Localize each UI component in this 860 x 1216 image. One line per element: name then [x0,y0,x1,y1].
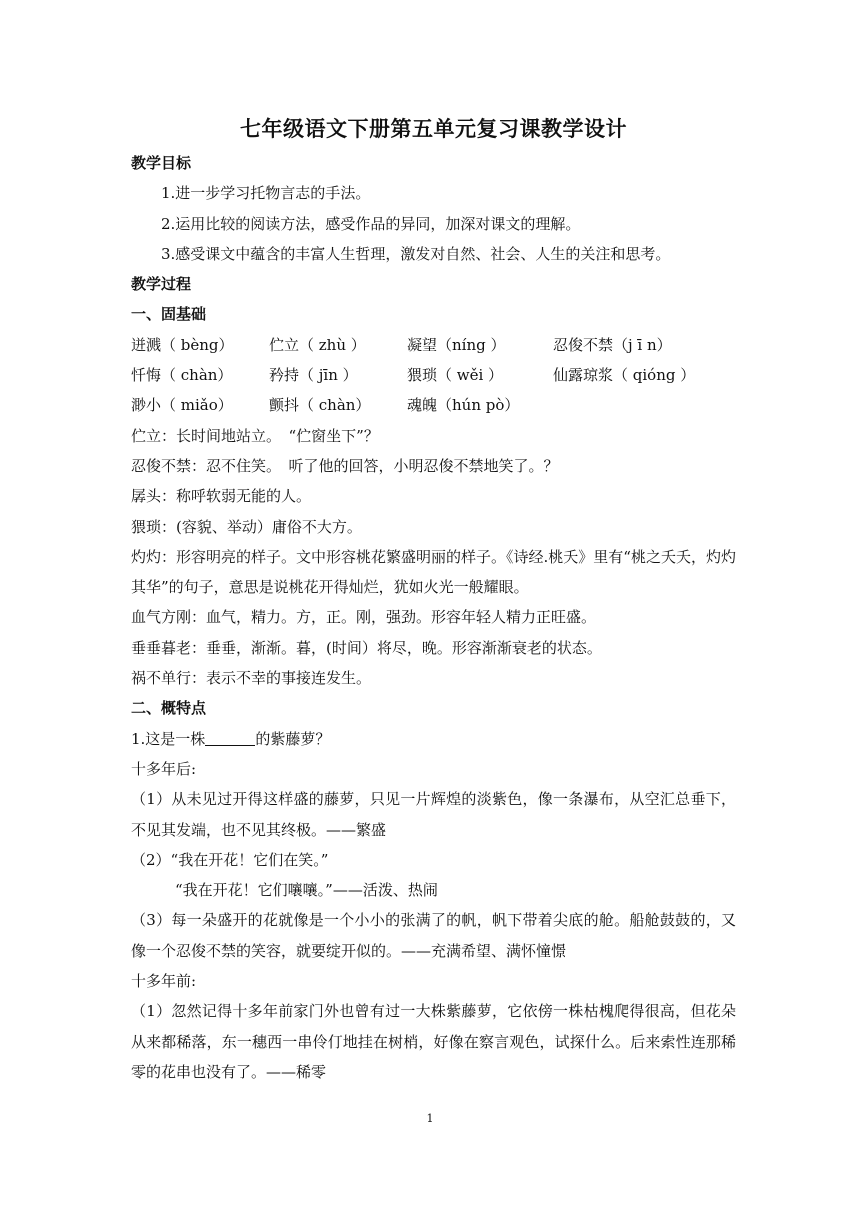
pinyin-item: 迸溅（ bèng） [131,335,234,354]
pinyin-row-1 [131,330,736,360]
definition-huobudanxing: 祸不单行：表示不幸的事接连发生。 [131,669,372,688]
pinyin-item: 忏悔（ chàn） [131,366,233,385]
section1-heading: 一、固基础 [131,305,207,324]
pinyin-item: 仙露琼浆（ qióng ） [553,366,696,385]
fill-blank [205,729,255,746]
pinyin-item: 渺小（ miǎo） [131,396,233,415]
definition-zhuozhuo: 灼灼：形容明亮的样子。文中形容桃花繁盛明丽的样子。《诗经.桃夭》里有“桃之夭夭，灼灼其华”的句子，意思是说桃花开得灿烂，犹如火光一般耀眼。 [131,547,736,597]
definition-xueqifanggang: 血气方刚：血气，精力。方，正。刚，强劲。形容年轻人精力正旺盛。 [131,608,597,627]
before-label: 十多年前: [131,972,197,991]
goal-item-1: 1.进一步学习托物言志的手法。 [161,184,371,203]
section2-heading: 二、概特点 [131,699,207,718]
question-1 [131,724,736,754]
pinyin-item: 颤抖（ chàn） [269,396,371,415]
after-item-1: （1）从未见过开得这样盛的藤萝，只见一片辉煌的淡紫色，像一条瀑布，从空汇总垂下，不见其发端，也不见其终极。——繁盛 [131,790,736,839]
process-heading: 教学过程 [131,275,192,294]
after-label: 十多年后: [131,759,197,778]
after-item-3: （3）每一朵盛开的花就像是一个小小的张满了的帆，帆下带着尖底的舱。船舱鼓鼓的，又像一个忍俊不禁的笑容，就要绽开似的。——充满希望、满怀憧憬 [131,911,736,960]
goal-item-2: 2.运用比较的阅读方法，感受作品的异同，加深对课文的理解。 [161,214,581,233]
question-1-after: 的紫藤萝？ [255,729,331,748]
definition-chantou: 孱头：称呼软弱无能的人。 [131,487,312,506]
pinyin-item: 伫立（ zhù ） [269,335,366,354]
pinyin-item: 凝望（níng ） [407,335,506,354]
after-item-2a: （2）“我在开花！它们在笑。” [131,850,329,869]
before-item-1: （1）忽然记得十多年前家门外也曾有过一大株紫藤萝，它依傍一株枯槐爬得很高，但花朵从来都稀落，东一穗西一串伶仃地挂在树梢，好像在察言观色，试探什么。后来索性连那稀零的花串也没有了。——稀零 [131,1002,736,1081]
definition-zhuli: 伫立：长时间地站立。 “伫窗坐下”？ [131,426,379,445]
page-number: 1 [426,1112,434,1125]
pinyin-item: 忍俊不禁（j ī n） [553,335,672,354]
document-body [131,112,736,1087]
pinyin-item: 矜持（ jīn ） [269,366,358,385]
page-title: 七年级语文下册第五单元复习课教学设计 [240,117,627,141]
definition-weisuo: 猥琐：(容貌、举动）庸俗不大方。 [131,517,362,536]
goals-heading: 教学目标 [131,154,192,172]
pinyin-item: 魂魄（hún pò） [407,396,520,415]
question-1-before: 1.这是一株 [131,729,206,748]
goal-item-3: 3.感受课文中蕴含的丰富人生哲理，激发对自然、社会、人生的关注和思考。 [161,244,671,263]
definition-chuichuimulao: 垂垂暮老：垂垂，渐渐。暮，(时间）将尽，晚。形容渐渐衰老的状态。 [131,638,602,657]
after-item-2b: “我在开花！它们嚷嚷。”——活泼、热闹 [175,881,438,900]
pinyin-row-3 [131,390,736,420]
pinyin-item: 猥琐（ wěi ） [407,366,504,385]
pinyin-row-2 [131,360,736,390]
definition-renjunbujin: 忍俊不禁：忍不住笑。 听了他的回答，小明忍俊不禁地笑了。？ [131,456,559,475]
